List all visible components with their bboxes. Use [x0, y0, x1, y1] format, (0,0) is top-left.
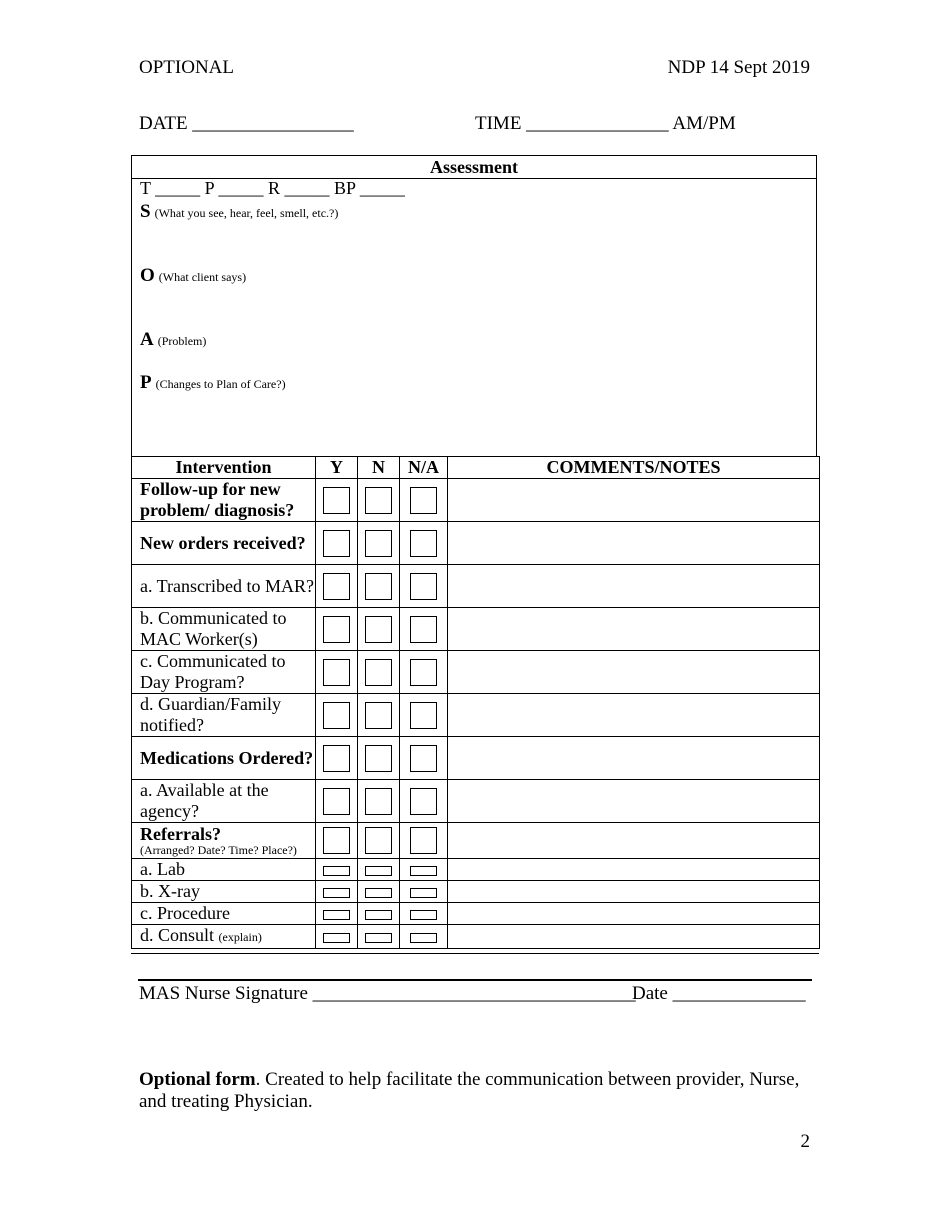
no-checkbox[interactable]	[365, 702, 392, 729]
intervention-label: d. Consult	[140, 925, 215, 945]
comments-cell[interactable]	[448, 522, 820, 565]
footer-note-text: . Created to help facilitate the communication between provider, Nurse, and treating Physician.	[139, 1069, 800, 1112]
vitals-field[interactable]: T _____ P _____ R _____ BP _____	[140, 178, 405, 198]
col-intervention: Intervention	[132, 457, 316, 479]
comments-cell[interactable]	[448, 903, 820, 925]
table-row	[132, 881, 820, 903]
na-checkbox[interactable]	[410, 702, 437, 729]
table-row	[132, 522, 820, 565]
soap-objective[interactable]	[140, 265, 246, 287]
intervention-label: a. Lab	[132, 859, 316, 881]
no-checkbox[interactable]	[365, 933, 392, 943]
yes-checkbox[interactable]	[323, 910, 350, 920]
page-number: 2	[800, 1131, 810, 1152]
date-field[interactable]: DATE _________________	[139, 113, 354, 134]
comments-cell[interactable]	[448, 859, 820, 881]
signature-rule	[138, 979, 812, 981]
table-row	[132, 780, 820, 823]
no-checkbox[interactable]	[365, 910, 392, 920]
no-checkbox[interactable]	[365, 659, 392, 686]
na-checkbox[interactable]	[410, 933, 437, 943]
intervention-label: c. Procedure	[132, 903, 316, 925]
soap-hint: (Changes to Plan of Care?)	[155, 377, 286, 391]
yes-checkbox[interactable]	[323, 866, 350, 876]
col-comments: COMMENTS/NOTES	[448, 457, 820, 479]
soap-letter: A	[140, 329, 154, 350]
table-row	[132, 925, 820, 949]
table-row	[132, 903, 820, 925]
no-checkbox[interactable]	[365, 487, 392, 514]
intervention-table	[131, 456, 820, 949]
na-checkbox[interactable]	[410, 888, 437, 898]
table-row	[132, 651, 820, 694]
yes-checkbox[interactable]	[323, 827, 350, 854]
time-field[interactable]: TIME _______________ AM/PM	[475, 113, 736, 134]
col-yes: Y	[316, 457, 358, 479]
na-checkbox[interactable]	[410, 530, 437, 557]
na-checkbox[interactable]	[410, 866, 437, 876]
table-header-row	[132, 457, 820, 479]
nurse-signature-field[interactable]: MAS Nurse Signature __________________________________	[139, 983, 636, 1004]
intervention-label: a. Available at the agency?	[132, 780, 316, 823]
intervention-label: Medications Ordered?	[132, 737, 316, 780]
yes-checkbox[interactable]	[323, 573, 350, 600]
soap-plan[interactable]	[140, 372, 286, 394]
no-checkbox[interactable]	[365, 866, 392, 876]
intervention-sublabel: (explain)	[218, 930, 262, 944]
table-row	[132, 608, 820, 651]
intervention-label: b. X-ray	[132, 881, 316, 903]
soap-hint: (What client says)	[158, 270, 247, 284]
comments-cell[interactable]	[448, 694, 820, 737]
comments-cell[interactable]	[448, 608, 820, 651]
comments-cell[interactable]	[448, 479, 820, 522]
col-na: N/A	[400, 457, 448, 479]
table-row	[132, 859, 820, 881]
footer-note-bold: Optional form	[139, 1069, 256, 1090]
form-code: NDP 14 Sept 2019	[667, 57, 810, 78]
na-checkbox[interactable]	[410, 616, 437, 643]
intervention-label-cell	[132, 925, 316, 949]
yes-checkbox[interactable]	[323, 933, 350, 943]
intervention-label-cell	[132, 823, 316, 859]
no-checkbox[interactable]	[365, 573, 392, 600]
intervention-label: Referrals?	[140, 823, 221, 844]
signature-date-field[interactable]: Date ______________	[632, 983, 806, 1004]
no-checkbox[interactable]	[365, 827, 392, 854]
footer-note	[139, 1069, 819, 1113]
na-checkbox[interactable]	[410, 745, 437, 772]
comments-cell[interactable]	[448, 823, 820, 859]
assessment-section	[131, 155, 817, 456]
intervention-label: New orders received?	[132, 522, 316, 565]
col-no: N	[358, 457, 400, 479]
yes-checkbox[interactable]	[323, 888, 350, 898]
assessment-title: Assessment	[132, 156, 816, 179]
form-optional-label: OPTIONAL	[139, 57, 234, 78]
no-checkbox[interactable]	[365, 745, 392, 772]
soap-letter: O	[140, 265, 155, 286]
yes-checkbox[interactable]	[323, 702, 350, 729]
intervention-label: Follow-up for new problem/ diagnosis?	[132, 479, 316, 522]
yes-checkbox[interactable]	[323, 659, 350, 686]
soap-hint: (What you see, hear, feel, smell, etc.?)	[154, 206, 339, 220]
comments-cell[interactable]	[448, 651, 820, 694]
yes-checkbox[interactable]	[323, 745, 350, 772]
soap-assessment[interactable]	[140, 329, 206, 351]
soap-hint: (Problem)	[157, 334, 207, 348]
na-checkbox[interactable]	[410, 573, 437, 600]
table-row	[132, 479, 820, 522]
na-checkbox[interactable]	[410, 659, 437, 686]
intervention-label: a. Transcribed to MAR?	[132, 565, 316, 608]
yes-checkbox[interactable]	[323, 487, 350, 514]
no-checkbox[interactable]	[365, 788, 392, 815]
na-checkbox[interactable]	[410, 910, 437, 920]
soap-subjective[interactable]	[140, 201, 338, 223]
soap-letter: S	[140, 201, 151, 222]
comments-cell[interactable]	[448, 881, 820, 903]
comments-cell[interactable]	[448, 565, 820, 608]
intervention-label: d. Guardian/Family notified?	[132, 694, 316, 737]
no-checkbox[interactable]	[365, 888, 392, 898]
yes-checkbox[interactable]	[323, 788, 350, 815]
comments-cell[interactable]	[448, 780, 820, 823]
no-checkbox[interactable]	[365, 616, 392, 643]
intervention-label: b. Communicated to MAC Worker(s)	[132, 608, 316, 651]
yes-checkbox[interactable]	[323, 530, 350, 557]
comments-cell[interactable]	[448, 737, 820, 780]
table-row	[132, 823, 820, 859]
na-checkbox[interactable]	[410, 827, 437, 854]
table-row	[132, 694, 820, 737]
na-checkbox[interactable]	[410, 788, 437, 815]
table-row	[132, 565, 820, 608]
intervention-sublabel: (Arranged? Date? Time? Place?)	[140, 842, 297, 857]
yes-checkbox[interactable]	[323, 616, 350, 643]
comments-cell[interactable]	[448, 925, 820, 949]
soap-letter: P	[140, 372, 152, 393]
table-bottom-rule	[131, 953, 819, 954]
na-checkbox[interactable]	[410, 487, 437, 514]
table-row	[132, 737, 820, 780]
intervention-label: c. Communicated to Day Program?	[132, 651, 316, 694]
no-checkbox[interactable]	[365, 530, 392, 557]
